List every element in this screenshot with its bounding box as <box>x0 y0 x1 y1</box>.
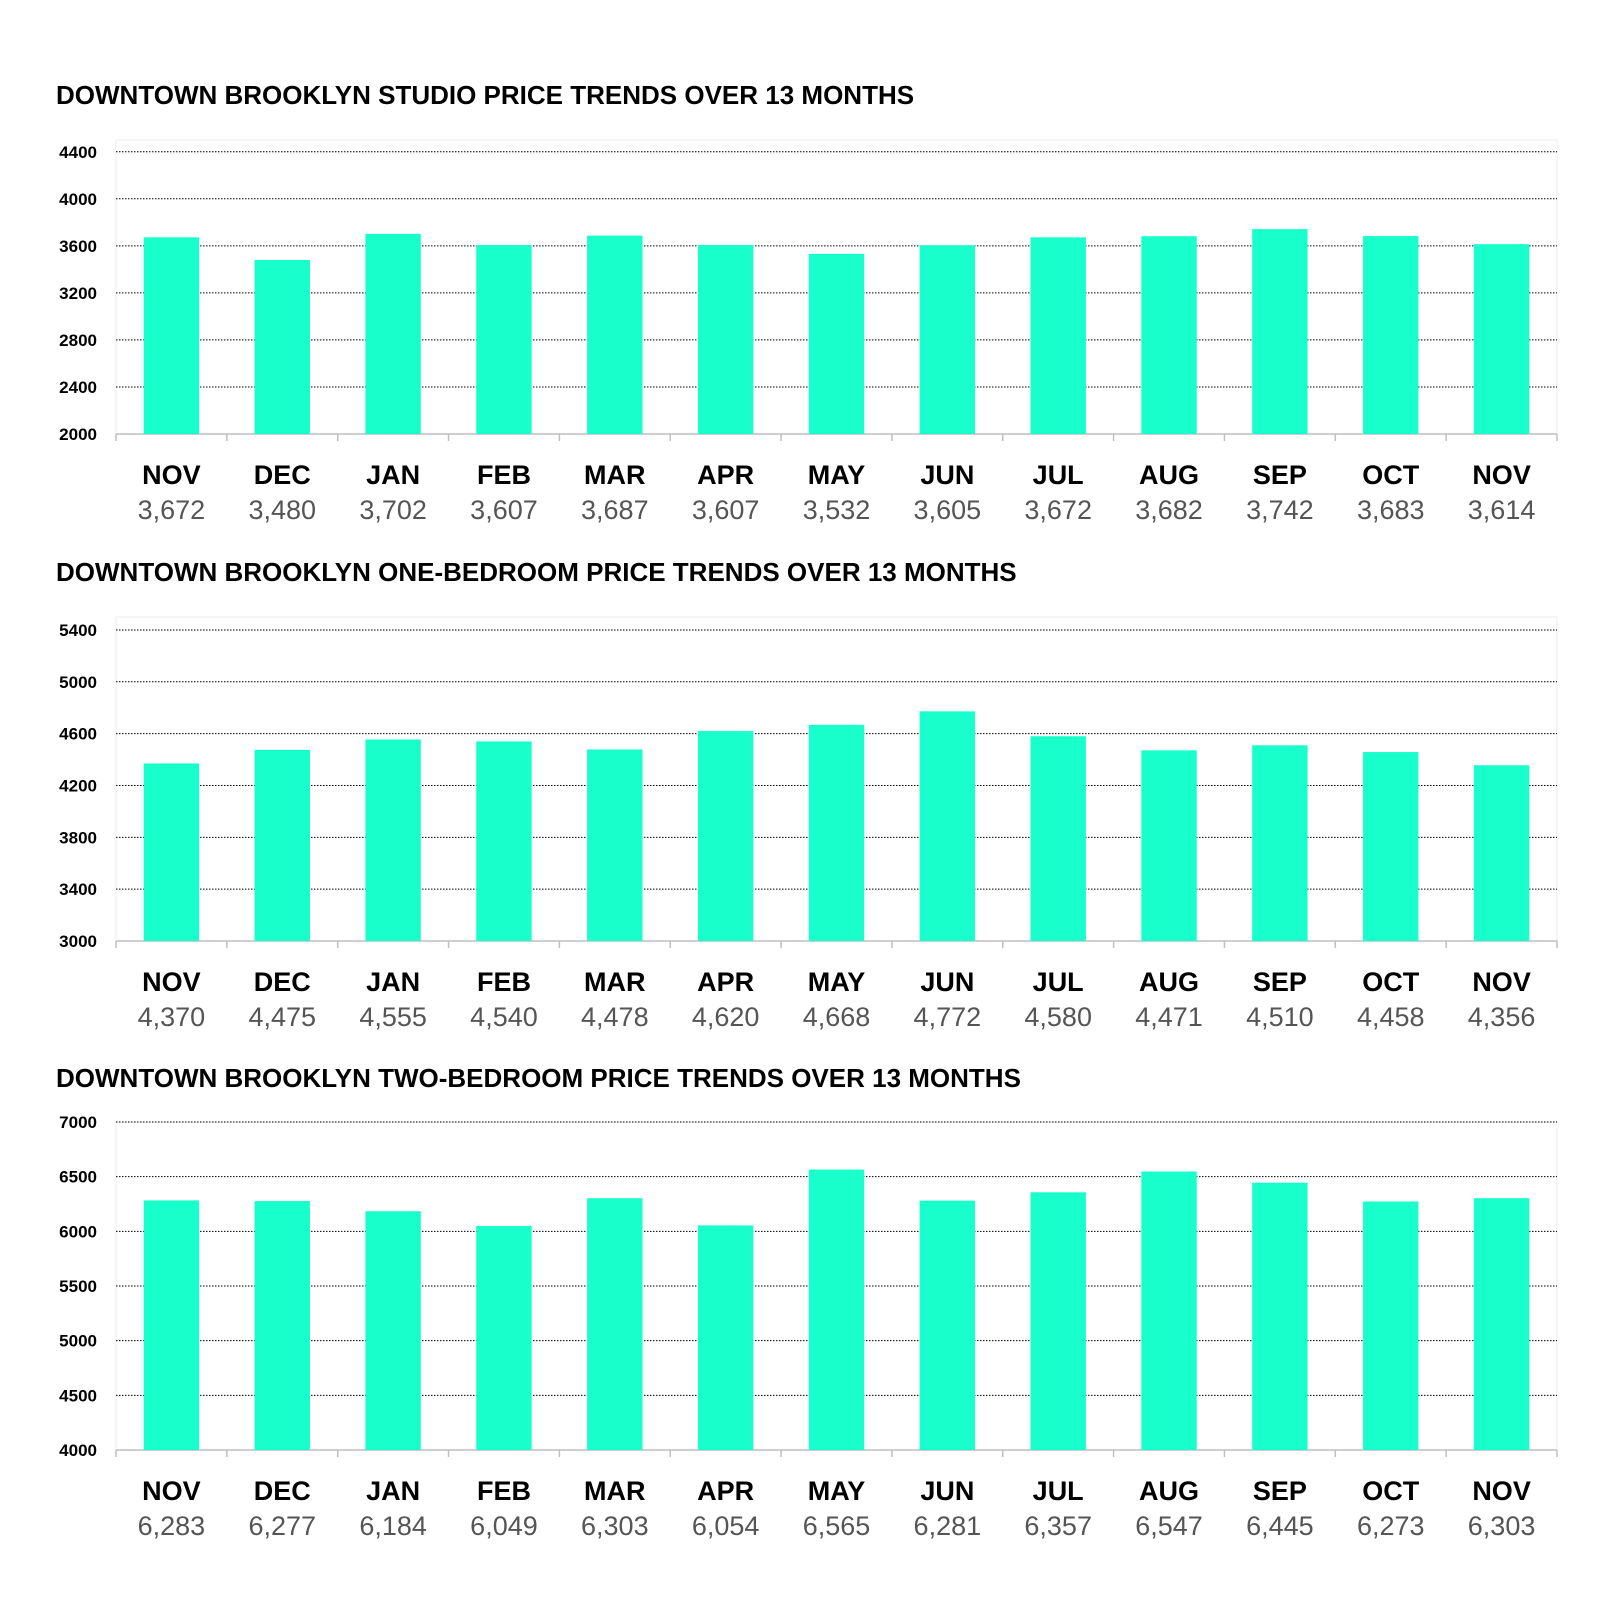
y-tick-label: 4600 <box>59 724 97 744</box>
bar-value-label: 3,702 <box>359 495 427 525</box>
bar-value-label: 6,357 <box>1024 1511 1092 1541</box>
bar-value-label: 4,475 <box>248 1002 317 1032</box>
bar-value-label: 6,283 <box>137 1511 206 1541</box>
bar-dec-2 <box>255 750 310 941</box>
bar-aug-10 <box>1141 236 1196 434</box>
x-category-label: OCT <box>1362 1476 1420 1506</box>
x-category-label: NOV <box>142 1476 201 1506</box>
bar-apr-6 <box>698 731 753 941</box>
bar-value-label: 4,478 <box>581 1002 649 1032</box>
bar-value-label: 4,620 <box>691 1002 760 1032</box>
bar-value-label: 3,742 <box>1246 495 1314 525</box>
y-tick-label: 5400 <box>59 620 97 640</box>
bar-value-label: 4,458 <box>1356 1002 1425 1032</box>
y-tick-label: 6500 <box>59 1167 97 1187</box>
y-tick-label: 6000 <box>59 1222 97 1242</box>
x-category-label: JAN <box>366 1476 421 1506</box>
bar-jan-3 <box>365 739 420 941</box>
bar-value-label: 3,532 <box>802 495 871 525</box>
x-category-label: NOV <box>1472 1476 1531 1506</box>
x-category-label: JUL <box>1032 460 1084 490</box>
bar-feb-4 <box>476 741 531 941</box>
bar-value-label: 6,547 <box>1135 1511 1203 1541</box>
x-category-label: APR <box>697 967 755 997</box>
y-tick-label: 3200 <box>59 283 97 303</box>
y-tick-label: 7000 <box>59 1113 97 1132</box>
x-category-label: AUG <box>1139 460 1200 490</box>
bar-value-label: 6,273 <box>1356 1511 1425 1541</box>
bar-oct-12 <box>1363 236 1418 434</box>
bar-value-label: 4,580 <box>1024 1002 1092 1032</box>
bar-apr-6 <box>698 245 753 434</box>
bar-aug-10 <box>1141 750 1196 941</box>
bar-may-7 <box>809 725 864 941</box>
y-tick-label: 5000 <box>59 1331 97 1351</box>
x-category-label: NOV <box>142 967 201 997</box>
x-category-label: MAY <box>807 1476 866 1506</box>
y-tick-label: 4200 <box>59 776 97 796</box>
x-category-label: MAY <box>807 967 866 997</box>
bar-nov-13 <box>1474 1198 1529 1450</box>
bar-oct-12 <box>1363 1201 1418 1450</box>
bar-may-7 <box>809 1170 864 1450</box>
bar-jul-9 <box>1030 736 1085 941</box>
bar-value-label: 6,184 <box>359 1511 427 1541</box>
bar-aug-10 <box>1141 1172 1196 1450</box>
bar-dec-2 <box>255 260 310 434</box>
bar-value-label: 4,772 <box>913 1002 982 1032</box>
x-category-label: DEC <box>253 460 311 490</box>
x-category-label: JUN <box>920 1476 975 1506</box>
bar-mar-5 <box>587 749 642 941</box>
bar-sep-11 <box>1252 1183 1307 1450</box>
x-category-label: NOV <box>142 460 201 490</box>
x-category-label: OCT <box>1362 460 1420 490</box>
y-tick-label: 2000 <box>59 425 97 444</box>
x-category-label: MAY <box>807 460 866 490</box>
y-tick-label: 2400 <box>59 377 97 397</box>
y-tick-label: 4000 <box>59 189 97 209</box>
chart-title: DOWNTOWN BROOKLYN STUDIO PRICE TRENDS OVER 13 MONTHS <box>56 80 915 110</box>
y-tick-label: 2800 <box>59 330 97 350</box>
y-tick-label: 5000 <box>59 672 97 692</box>
bar-value-label: 6,445 <box>1246 1511 1314 1541</box>
bar-nov-1 <box>144 763 199 941</box>
x-category-label: JUL <box>1032 1476 1084 1506</box>
bar-jul-9 <box>1030 1192 1085 1450</box>
bar-nov-13 <box>1474 765 1529 941</box>
y-tick-label: 4000 <box>59 1441 97 1460</box>
bar-jun-8 <box>920 245 975 434</box>
bar-feb-4 <box>476 1226 531 1450</box>
bar-value-label: 6,277 <box>248 1511 317 1541</box>
x-category-label: JAN <box>366 967 421 997</box>
y-tick-label: 4400 <box>59 142 97 162</box>
y-tick-label: 3000 <box>59 932 97 951</box>
bar-feb-4 <box>476 245 531 434</box>
bar-mar-5 <box>587 1198 642 1450</box>
x-category-label: FEB <box>476 967 531 997</box>
bar-value-label: 3,683 <box>1356 495 1425 525</box>
x-category-label: AUG <box>1139 967 1200 997</box>
x-category-label: FEB <box>476 460 531 490</box>
bar-value-label: 6,281 <box>913 1511 982 1541</box>
x-category-label: AUG <box>1139 1476 1200 1506</box>
x-category-label: JUN <box>920 967 975 997</box>
bar-value-label: 6,303 <box>581 1511 649 1541</box>
x-category-label: DEC <box>253 967 311 997</box>
x-category-label: MAR <box>584 967 646 997</box>
bar-value-label: 4,471 <box>1135 1002 1203 1032</box>
bar-jan-3 <box>365 1211 420 1450</box>
x-category-label: SEP <box>1252 460 1307 490</box>
x-category-label: FEB <box>476 1476 531 1506</box>
bar-dec-2 <box>255 1201 310 1450</box>
x-category-label: JAN <box>366 460 421 490</box>
bar-value-label: 3,607 <box>470 495 538 525</box>
x-category-label: SEP <box>1252 967 1307 997</box>
bar-value-label: 3,682 <box>1135 495 1203 525</box>
bar-jun-8 <box>920 711 975 941</box>
bar-value-label: 4,510 <box>1246 1002 1314 1032</box>
x-category-label: APR <box>697 460 755 490</box>
bar-nov-1 <box>144 237 199 434</box>
chart-panel-3 <box>56 1063 1557 1541</box>
bar-value-label: 6,303 <box>1467 1511 1536 1541</box>
bar-value-label: 4,540 <box>470 1002 538 1032</box>
chart-title: DOWNTOWN BROOKLYN ONE-BEDROOM PRICE TRENDS OVER 13 MONTHS <box>56 557 1017 587</box>
bar-sep-11 <box>1252 229 1307 434</box>
bar-value-label: 6,565 <box>802 1511 871 1541</box>
bar-value-label: 4,668 <box>802 1002 871 1032</box>
chart-title: DOWNTOWN BROOKLYN TWO-BEDROOM PRICE TRENDS OVER 13 MONTHS <box>56 1063 1021 1093</box>
x-category-label: NOV <box>1472 967 1531 997</box>
bar-sep-11 <box>1252 745 1307 941</box>
bar-jul-9 <box>1030 237 1085 434</box>
chart-panel-2 <box>56 557 1557 1032</box>
bar-value-label: 6,054 <box>691 1511 760 1541</box>
x-category-label: NOV <box>1472 460 1531 490</box>
bar-jan-3 <box>365 234 420 434</box>
bar-value-label: 3,614 <box>1467 495 1536 525</box>
bar-oct-12 <box>1363 752 1418 941</box>
x-category-label: MAR <box>584 460 646 490</box>
bar-may-7 <box>809 254 864 434</box>
bar-value-label: 3,480 <box>248 495 317 525</box>
x-category-label: JUL <box>1032 967 1084 997</box>
bar-value-label: 4,555 <box>359 1002 427 1032</box>
bar-jun-8 <box>920 1201 975 1450</box>
bar-value-label: 4,370 <box>137 1002 206 1032</box>
x-category-label: MAR <box>584 1476 646 1506</box>
bar-value-label: 4,356 <box>1467 1002 1536 1032</box>
x-category-label: APR <box>697 1476 755 1506</box>
x-category-label: DEC <box>253 1476 311 1506</box>
bar-nov-1 <box>144 1200 199 1450</box>
y-tick-label: 3800 <box>59 828 97 848</box>
bar-nov-13 <box>1474 244 1529 434</box>
y-tick-label: 5500 <box>59 1277 97 1296</box>
y-tick-label: 3600 <box>59 236 97 256</box>
bar-value-label: 3,672 <box>1024 495 1092 525</box>
chart-panel-1 <box>56 80 1557 525</box>
bar-mar-5 <box>587 236 642 434</box>
x-category-label: OCT <box>1362 967 1420 997</box>
x-category-label: SEP <box>1252 1476 1307 1506</box>
bar-value-label: 3,687 <box>581 495 649 525</box>
bar-value-label: 3,605 <box>913 495 982 525</box>
bar-value-label: 6,049 <box>470 1511 538 1541</box>
y-tick-label: 3400 <box>59 880 97 900</box>
bar-value-label: 3,607 <box>691 495 760 525</box>
bar-value-label: 3,672 <box>137 495 206 525</box>
y-tick-label: 4500 <box>59 1386 97 1406</box>
bar-apr-6 <box>698 1225 753 1450</box>
x-category-label: JUN <box>920 460 975 490</box>
